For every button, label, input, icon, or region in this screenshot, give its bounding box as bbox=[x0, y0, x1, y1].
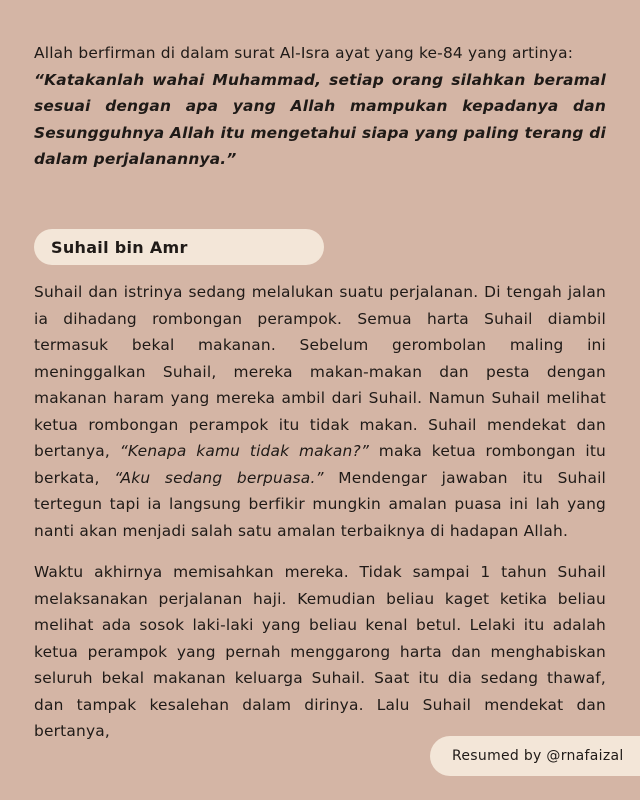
p1-text-2: maka ketua rombongan itu berkata, bbox=[34, 442, 607, 487]
story-paragraph-2: Waktu akhirnya memisahkan mereka. Tidak sampai 1 tahun Suhail melaksanakan perjalanan haji. Kemudian beliau kaget ketika beliau melihat ada sosok laki-laki yang beliau kenal betul. Lelaki itu adalah ketua perampok yang pernah menggarong harta dan menghabiskan seluruh bekal makanan keluarga Suhail. Saat itu dia sedang thawaf, dan tampak kesalehan dalam dirinya. Lalu Suhail mendekat dan bertanya, bbox=[34, 563, 606, 740]
credit-pill bbox=[430, 736, 640, 776]
p1-quote-2: “Aku sedang berpuasa.” bbox=[114, 468, 324, 487]
p1-quote-1: “Kenapa kamu tidak makan?” bbox=[119, 442, 370, 460]
quran-quote: “Katakanlah wahai Muhammad, setiap orang silahkan beramal sesuai dengan apa yang Allah mampukan kepadanya dan Sesungguhnya Allah itu mengetahui siapa yang paling terang di dalam perjalanannya.” bbox=[34, 70, 606, 168]
intro-paragraph bbox=[34, 40, 606, 173]
intro-lead: Allah berfirman di dalam surat Al-Isra ayat yang ke-84 yang artinya: bbox=[34, 44, 574, 62]
p1-text-3: Mendengar jawaban itu Suhail tertegun tapi ia langsung berfikir mungkin amalan puasa ini lah yang nanti akan menjadi salah satu amalan terbaiknya di hadapan Allah. bbox=[34, 468, 607, 540]
story-paragraph-1 bbox=[34, 279, 606, 544]
p1-text-1: Suhail dan istrinya sedang melalukan suatu perjalanan. Di tengah jalan ia dihadang rombongan perampok. Semua harta Suhail diambil termasuk bekal makanan. Sebelum gerombolan maling ini meninggalkan Suhail, mereka makan-makan dan pesta dengan makanan haram yang mereka ambil dari Suhail. Namun Suhail melihat ketua rombongan perampok itu tidak makan. Suhail mendekat dan bertanya, bbox=[34, 283, 606, 460]
section-heading-pill bbox=[34, 229, 324, 265]
credit-text: Resumed by @rnafaizal bbox=[452, 748, 624, 764]
section-title: Suhail bin Amr bbox=[51, 237, 188, 257]
